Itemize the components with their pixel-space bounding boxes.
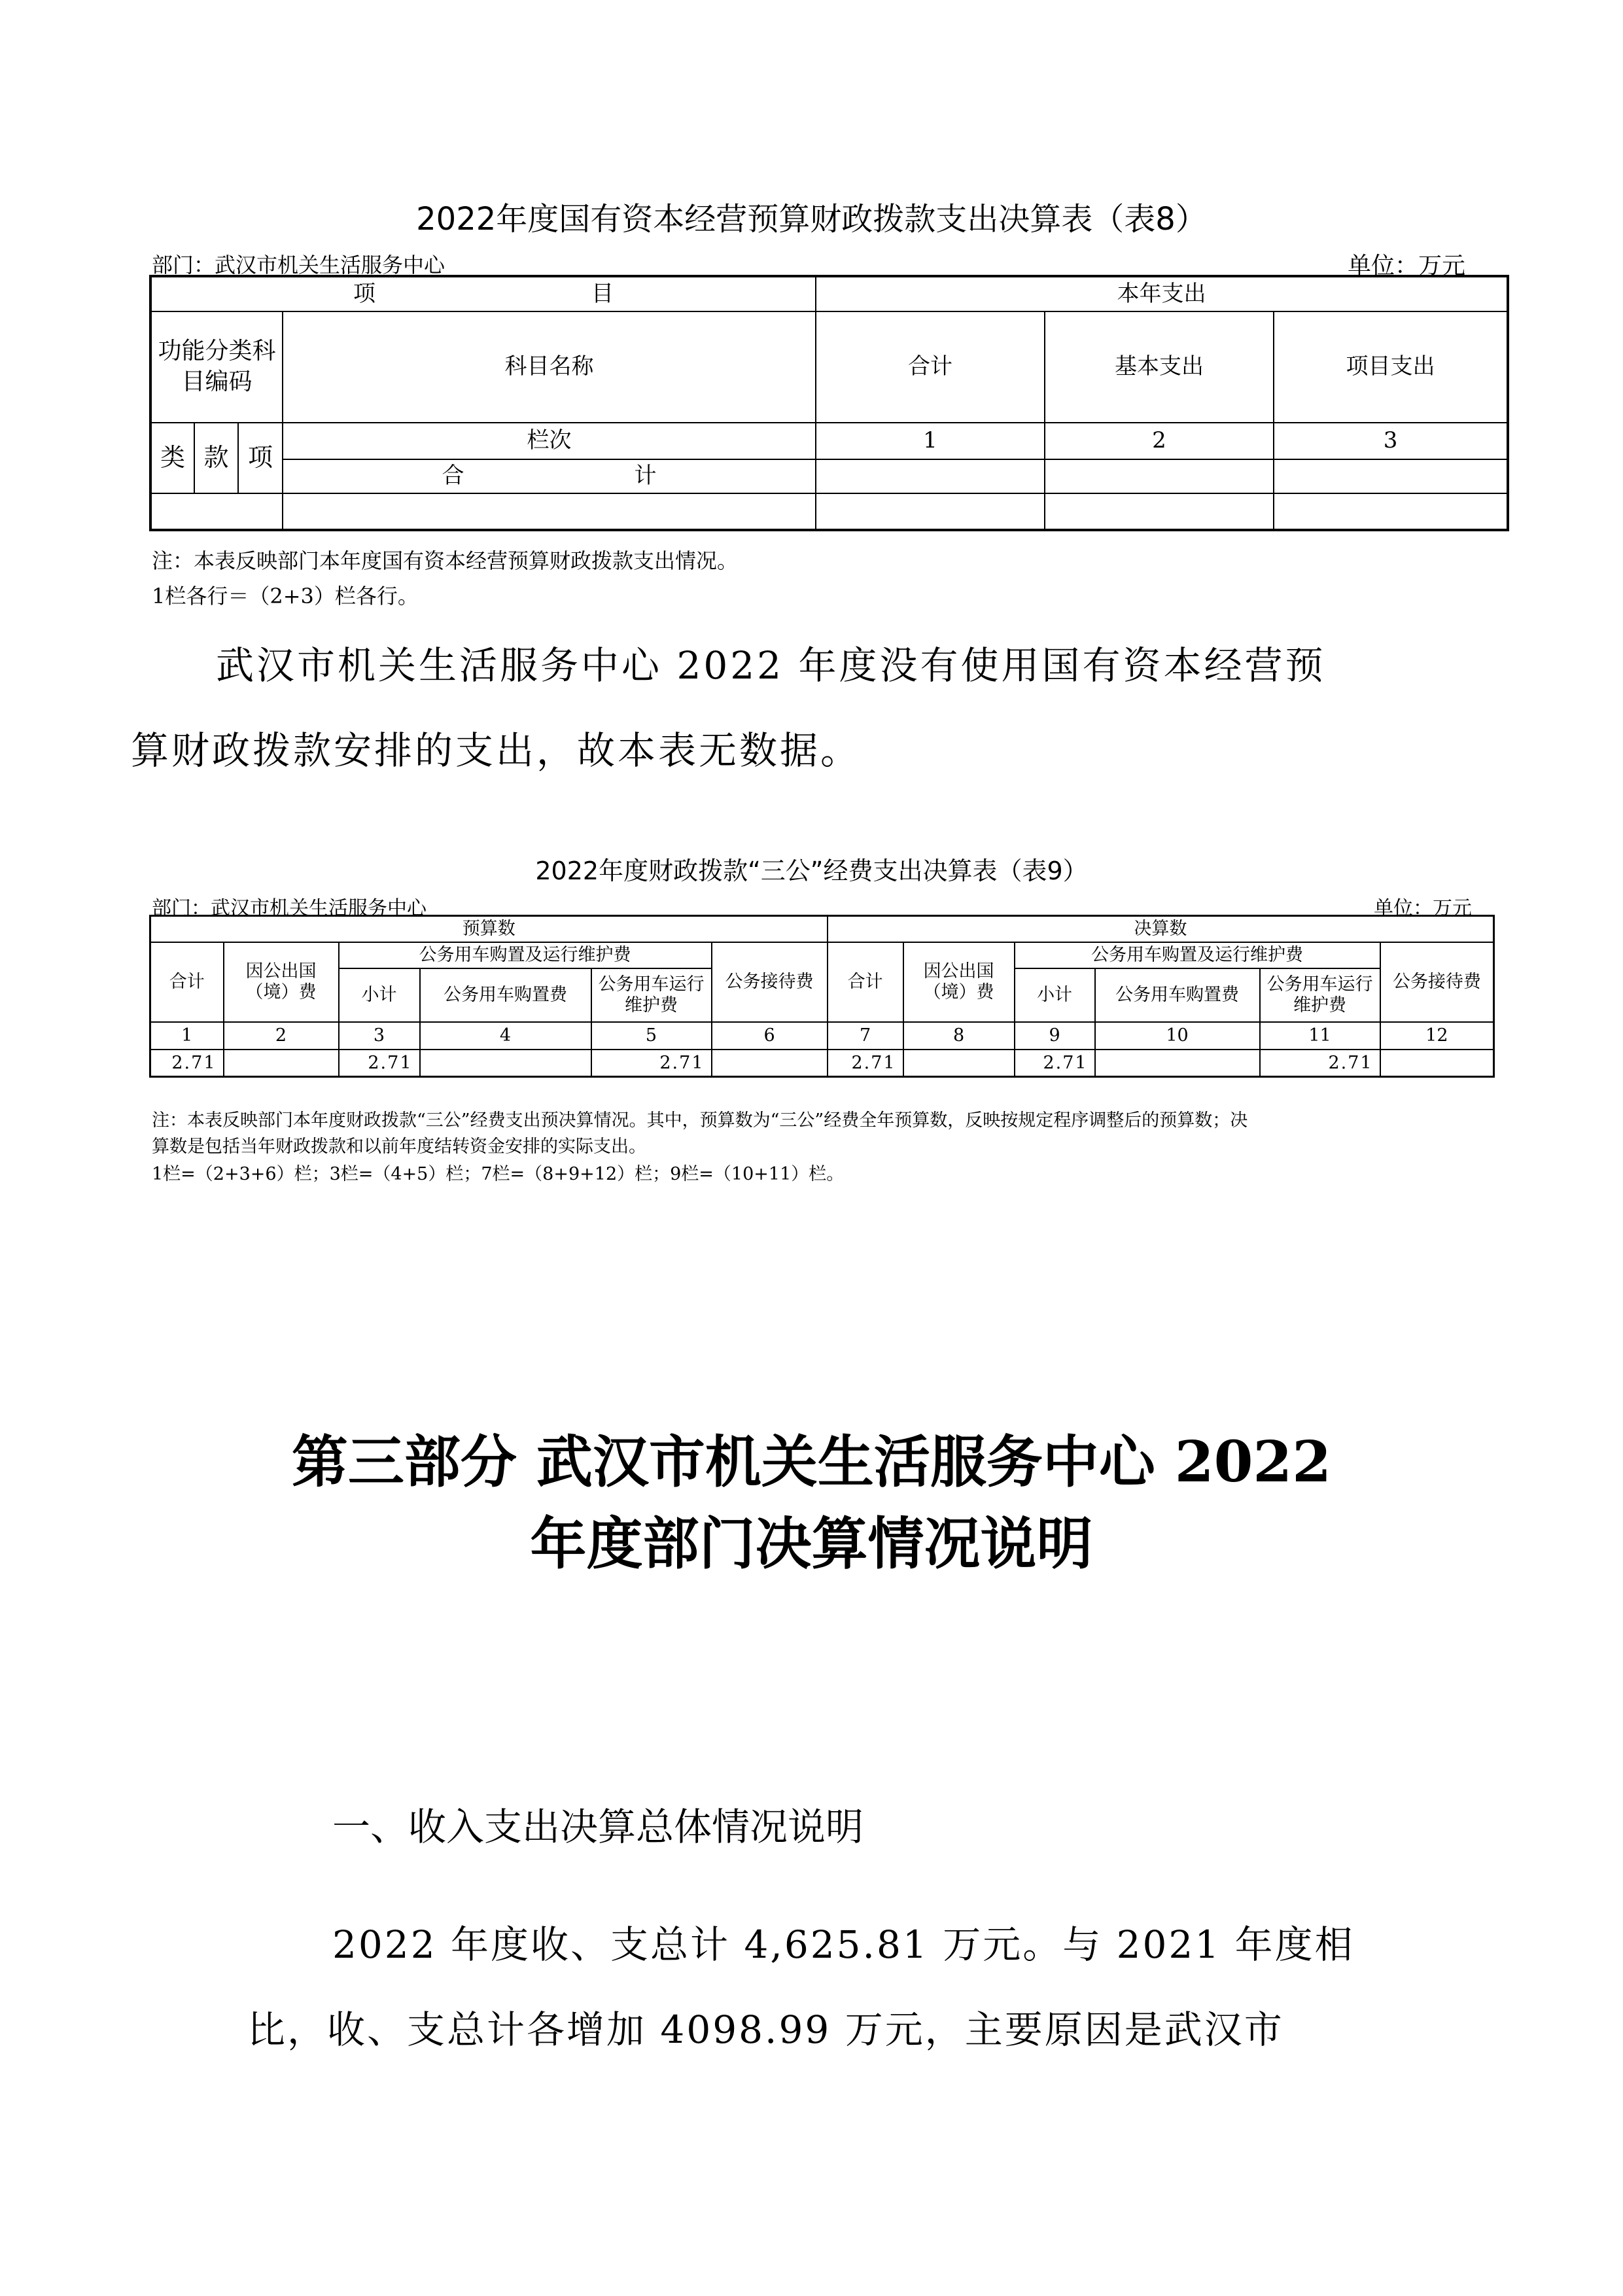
table9 bbox=[149, 915, 1495, 1078]
table9-final-subtotal-header: 小计 bbox=[1015, 968, 1095, 1022]
table8-empty-code bbox=[150, 493, 283, 530]
table8-note1: 注：本表反映部门本年度国有资本经营预算财政拨款支出情况。 bbox=[152, 548, 739, 573]
table9-value: 2.71 bbox=[339, 1050, 420, 1077]
table9-budget-subtotal-header: 小计 bbox=[339, 968, 420, 1022]
table8-empty-basic bbox=[1045, 493, 1274, 530]
statement-line2: 算财政拨款安排的支出，故本表无数据。 bbox=[131, 728, 862, 773]
table9-value: 2.71 bbox=[828, 1050, 903, 1077]
table9-colnum: 9 bbox=[1015, 1022, 1095, 1050]
table9-colnum: 8 bbox=[903, 1022, 1015, 1050]
table9-value: 2.71 bbox=[1260, 1050, 1380, 1077]
table9-value: 2.71 bbox=[591, 1050, 712, 1077]
table8-empty-project bbox=[1274, 493, 1508, 530]
table8-current-year-header: 本年支出 bbox=[816, 276, 1508, 311]
table9-final-vehicle-group: 公务用车购置及运行维护费 bbox=[1015, 942, 1380, 968]
table9-final-group: 决算数 bbox=[828, 916, 1494, 942]
table9-budget-purchase-header: 公务用车购置费 bbox=[420, 968, 591, 1022]
table9-final-total-header: 合计 bbox=[828, 942, 903, 1022]
table9-final-abroad-header: 因公出国（境）费 bbox=[903, 942, 1015, 1022]
table8-lei-header: 类 bbox=[150, 423, 194, 493]
table9-unit: 单位：万元 bbox=[1374, 897, 1472, 920]
table9-value bbox=[1380, 1050, 1494, 1077]
table9-budget-operation-header: 公务用车运行维护费 bbox=[591, 968, 712, 1022]
table9-colnum: 1 bbox=[150, 1022, 224, 1050]
table9-budget-total-header: 合计 bbox=[150, 942, 224, 1022]
section-heading1: 一、收入支出决算总体情况说明 bbox=[332, 1805, 864, 1849]
table8-col3: 3 bbox=[1274, 423, 1508, 459]
table8-unit: 单位：万元 bbox=[1348, 253, 1466, 279]
table9-value bbox=[224, 1050, 339, 1077]
table9-final-reception-header: 公务接待费 bbox=[1380, 942, 1494, 1022]
table9-final-purchase-header: 公务用车购置费 bbox=[1095, 968, 1260, 1022]
table8 bbox=[149, 275, 1509, 531]
table8-empty-total bbox=[816, 493, 1045, 530]
table8-dept: 部门：武汉市机关生活服务中心 bbox=[152, 253, 445, 277]
table9-colnum: 5 bbox=[591, 1022, 712, 1050]
table9-colnum: 11 bbox=[1260, 1022, 1380, 1050]
table8-xiang-header: 项 bbox=[238, 423, 283, 493]
table9-value bbox=[712, 1050, 828, 1077]
section-para-line1: 2022 年度收、支总计 4,625.81 万元。与 2021 年度相 bbox=[332, 1922, 1355, 1967]
table8-project-header: 项目支出 bbox=[1274, 311, 1508, 423]
table9-colnum: 2 bbox=[224, 1022, 339, 1050]
table9-note1: 注：本表反映部门本年度财政拨款“三公”经费支出预决算情况。其中，预算数为“三公”经费全年预算数，反映按规定程序调整后的预算数；决 bbox=[152, 1110, 1248, 1131]
table9-value bbox=[420, 1050, 591, 1077]
table8-basic-header: 基本支出 bbox=[1045, 311, 1274, 423]
table9-colnum: 10 bbox=[1095, 1022, 1260, 1050]
table9-value: 2.71 bbox=[1015, 1050, 1095, 1077]
table8-sum-project bbox=[1274, 459, 1508, 493]
table9-colnum: 7 bbox=[828, 1022, 903, 1050]
statement-line1: 武汉市机关生活服务中心 2022 年度没有使用国有资本经营预 bbox=[216, 643, 1326, 688]
table9-value bbox=[903, 1050, 1015, 1077]
table8-empty-name bbox=[283, 493, 816, 530]
table9-title: 2022年度财政拨款“三公”经费支出决算表（表9） bbox=[535, 857, 1088, 885]
table9-note3: 1栏=（2+3+6）栏；3栏=（4+5）栏；7栏=（8+9+12）栏；9栏=（10+11）栏。 bbox=[152, 1164, 845, 1184]
table8-col2: 2 bbox=[1045, 423, 1274, 459]
table8-sum-label: 合 计 bbox=[283, 459, 816, 493]
table9-value: 2.71 bbox=[150, 1050, 224, 1077]
table9-colnum: 6 bbox=[712, 1022, 828, 1050]
table8-total-header: 合计 bbox=[816, 311, 1045, 423]
table8-note2: 1栏各行＝（2+3）栏各行。 bbox=[152, 584, 419, 609]
table8-title: 2022年度国有资本经营预算财政拨款支出决算表（表8） bbox=[416, 201, 1207, 238]
section-para-line2: 比，收、支总计各增加 4098.99 万元，主要原因是武汉市 bbox=[247, 2007, 1284, 2052]
table9-value bbox=[1095, 1050, 1260, 1077]
table8-col1: 1 bbox=[816, 423, 1045, 459]
table8-subject-name-header: 科目名称 bbox=[283, 311, 816, 423]
table9-budget-group: 预算数 bbox=[150, 916, 828, 942]
table9-colnum: 3 bbox=[339, 1022, 420, 1050]
table9-final-operation-header: 公务用车运行维护费 bbox=[1260, 968, 1380, 1022]
table8-func-code-header: 功能分类科目编码 bbox=[150, 311, 283, 423]
table8-sum-total bbox=[816, 459, 1045, 493]
table9-budget-reception-header: 公务接待费 bbox=[712, 942, 828, 1022]
table9-colnum: 4 bbox=[420, 1022, 591, 1050]
table9-colnum: 12 bbox=[1380, 1022, 1494, 1050]
table9-budget-abroad-header: 因公出国（境）费 bbox=[224, 942, 339, 1022]
table9-budget-vehicle-group: 公务用车购置及运行维护费 bbox=[339, 942, 712, 968]
section-title-line2: 年度部门决算情况说明 bbox=[530, 1511, 1093, 1577]
table8-sum-basic bbox=[1045, 459, 1274, 493]
section-title-line1: 第三部分 武汉市机关生活服务中心 2022 bbox=[291, 1429, 1332, 1495]
table8-column-label: 栏次 bbox=[283, 423, 816, 459]
table8-kuan-header: 款 bbox=[194, 423, 238, 493]
table9-note2: 算数是包括当年财政拨款和以前年度结转资金安排的实际支出。 bbox=[152, 1137, 646, 1157]
table9-dept: 部门：武汉市机关生活服务中心 bbox=[152, 897, 427, 920]
table8-item-header: 项 目 bbox=[150, 276, 816, 311]
